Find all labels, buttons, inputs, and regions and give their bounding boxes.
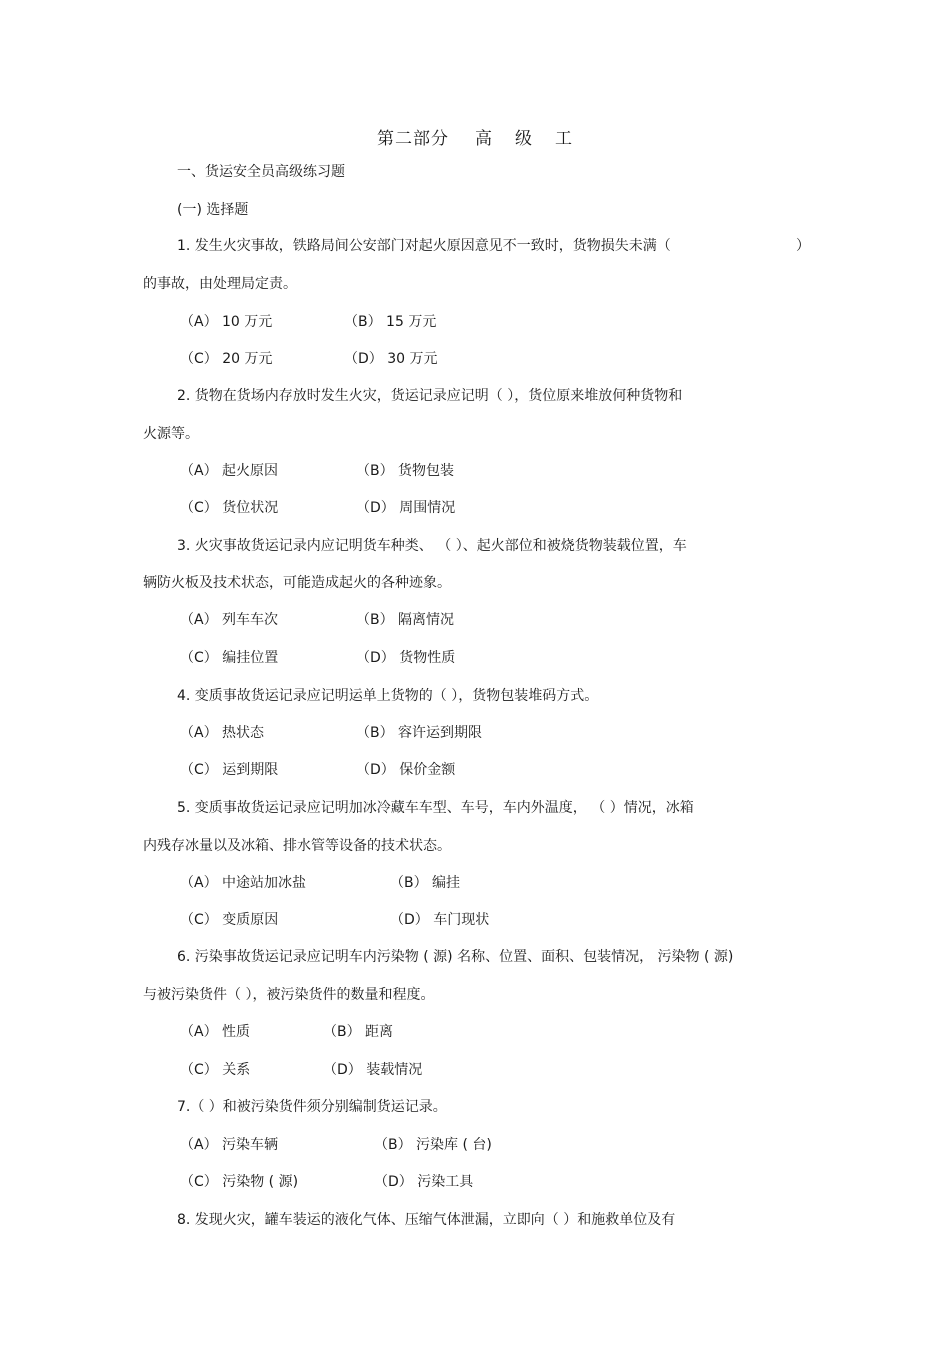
option-d: （D） 保价金额 bbox=[356, 762, 456, 778]
option-d: （D） 污染工具 bbox=[374, 1174, 474, 1190]
title-part: 级 bbox=[515, 129, 533, 149]
option-a: （A） 热状态 bbox=[180, 725, 265, 741]
question-6-text-cont: 与被污染货件（ ），被污染货件的数量和程度。 bbox=[143, 987, 435, 1003]
option-b: （B） 货物包装 bbox=[356, 463, 455, 479]
question-5-text: 5. 变质事故货运记录应记明加冰冷藏车车型、车号，车内外温度， （ ）情况，冰箱 bbox=[177, 800, 694, 816]
option-a: （A） 10 万元 bbox=[180, 314, 273, 330]
option-b: （B） 编挂 bbox=[390, 875, 461, 891]
option-b: （B） 污染库 ( 台) bbox=[374, 1137, 492, 1153]
option-c: （C） 关系 bbox=[180, 1062, 251, 1078]
option-d: （D） 装载情况 bbox=[323, 1062, 423, 1078]
option-c: （C） 编挂位置 bbox=[180, 650, 279, 666]
question-7-text: 7.（ ）和被污染货件须分别编制货运记录。 bbox=[177, 1099, 447, 1115]
title-part: 工 bbox=[555, 129, 573, 149]
option-b: （B） 距离 bbox=[323, 1024, 394, 1040]
option-d: （D） 30 万元 bbox=[344, 351, 438, 367]
option-b: （B） 容许运到期限 bbox=[356, 725, 483, 741]
option-d: （D） 周围情况 bbox=[356, 500, 456, 516]
subsection-heading: (一) 选择题 bbox=[177, 202, 249, 218]
option-a: （A） 中途站加冰盐 bbox=[180, 875, 307, 891]
question-3-text: 3. 火灾事故货运记录内应记明货车种类、 （ ）、起火部位和被烧货物装载位置，车 bbox=[177, 538, 687, 554]
question-2-text-cont: 火源等。 bbox=[143, 426, 199, 442]
option-c: （C） 20 万元 bbox=[180, 351, 273, 367]
option-d: （D） 货物性质 bbox=[356, 650, 456, 666]
option-b: （B） 15 万元 bbox=[344, 314, 437, 330]
option-d: （D） 车门现状 bbox=[390, 912, 490, 928]
question-3-text-cont: 辆防火板及技术状态，可能造成起火的各种迹象。 bbox=[143, 575, 451, 591]
option-a: （A） 性质 bbox=[180, 1024, 251, 1040]
section-heading: 一、货运安全员高级练习题 bbox=[177, 164, 345, 180]
question-1-text-cont: 的事故，由处理局定责。 bbox=[143, 276, 297, 292]
option-a: （A） 列车车次 bbox=[180, 612, 279, 628]
title-part: 第二部分 bbox=[377, 129, 449, 149]
option-c: （C） 污染物 ( 源) bbox=[180, 1174, 299, 1190]
page-title bbox=[0, 124, 950, 149]
question-8-text: 8. 发现火灾，罐车装运的液化气体、压缩气体泄漏，立即向（ ）和施救单位及有 bbox=[177, 1212, 676, 1228]
question-4-text: 4. 变质事故货运记录应记明运单上货物的（ ），货物包装堆码方式。 bbox=[177, 688, 599, 704]
option-c: （C） 货位状况 bbox=[180, 500, 279, 516]
option-c: （C） 变质原因 bbox=[180, 912, 279, 928]
question-2-text: 2. 货物在货场内存放时发生火灾，货运记录应记明（ ），货位原来堆放何种货物和 bbox=[177, 388, 683, 404]
question-6-text: 6. 污染事故货运记录应记明车内污染物 ( 源) 名称、位置、面积、包装情况， 污染物 ( 源) bbox=[177, 949, 734, 965]
option-c: （C） 运到期限 bbox=[180, 762, 279, 778]
title-part: 高 bbox=[475, 129, 493, 149]
option-a: （A） 污染车辆 bbox=[180, 1137, 279, 1153]
question-1-text: 1. 发生火灾事故，铁路局间公安部门对起火原因意见不一致时，货物损失未满（ bbox=[177, 238, 671, 254]
option-b: （B） 隔离情况 bbox=[356, 612, 455, 628]
question-5-text-cont: 内残存冰量以及冰箱、排水管等设备的技术状态。 bbox=[143, 838, 451, 854]
question-1-paren: ） bbox=[796, 238, 810, 254]
option-a: （A） 起火原因 bbox=[180, 463, 279, 479]
